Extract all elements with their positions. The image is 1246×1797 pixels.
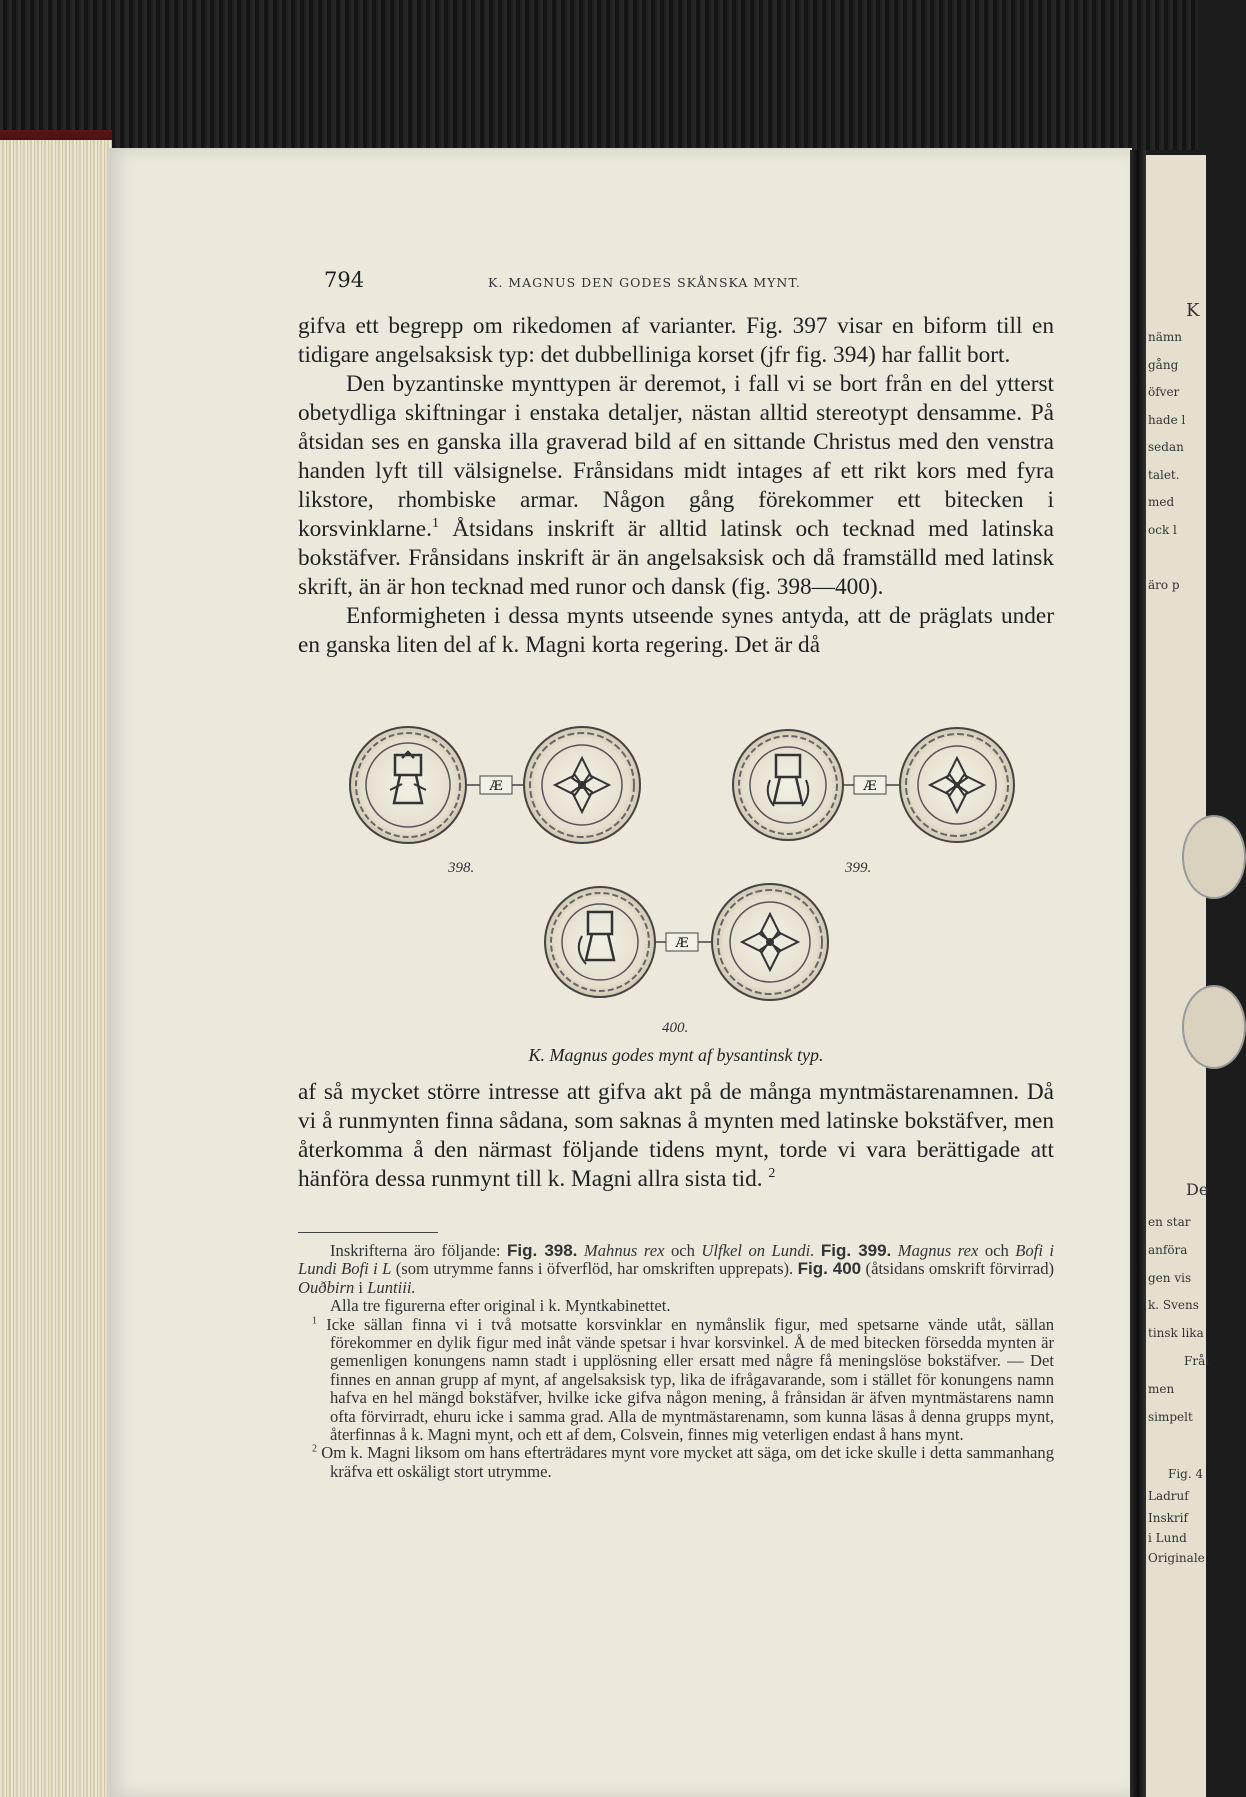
note-text: och: [670, 1241, 695, 1260]
coin-399-reverse: [900, 728, 1014, 842]
paragraph: gifva ett begrepp om rikedomen af varianter. Fig. 397 visar en biform till en tidigare angelsaksisk typ: det dubbelliniga korset (jfr fig. 394) har fallit bort.: [298, 313, 1054, 368]
coin-399-obverse: [733, 730, 843, 840]
edge-word: k. Svens: [1148, 1298, 1199, 1312]
footnote-1: [298, 1316, 1054, 1445]
footnote-text: Icke sällan finna vi i två motsatte korsvinklar en nymånslik figur, med spetsarne vände utåt, sällan förekommer en dylik figur med inåt vände spetsar i hvar korsvinkel. Å de med bitecken försedda mynten är gemenligen konungens namn stadt i upplösning eller ersatt med någre få meningslöse bokstäfver. — Det finnes en annan grupp af mynt, af angelsaksisk typ, lika de ifrågavarande, som i stället för konungens namn hafva en hel mängd bokstäfver, hvilke icke gifva någon mening, å frånsidan är äfven myntmästarens namn ofta förvirradt, ehuru icke i samma grad. Alla de myntmästarenamn, som kunna läsas å denna grupps mynt, återfinnas å k. Magni mynt, och ett af dem, Colsvein, finnes mig veterligen endast å hans mynt.: [326, 1314, 1054, 1445]
metal-mark: Æ: [863, 779, 877, 794]
footnote-2: [298, 1444, 1054, 1481]
edge-word: Fråi: [1184, 1354, 1210, 1368]
note-text: (åtsidans omskrift förvirrad): [865, 1259, 1055, 1279]
footnote-number: 1: [312, 1315, 317, 1327]
coin-398-obverse: [350, 727, 466, 843]
coin-398-reverse: [524, 727, 640, 843]
edge-word: Ladruf: [1148, 1489, 1189, 1503]
page-number: 794: [324, 268, 365, 292]
note-text: (som utrymme fanns i öfverflöd, har omskriften upprepats).: [395, 1259, 794, 1279]
fig-ref: Fig. 399.: [820, 1241, 892, 1260]
paragraph: [298, 1078, 1054, 1194]
edge-word: anföra: [1148, 1243, 1188, 1257]
inscriptions-note: [298, 1242, 1054, 1297]
figure-label: 399.: [845, 860, 872, 876]
paragraph: Enformigheten i dessa mynts utseende synes antyda, att de präglats under en ganska liten del af k. Magni korta regering. Det är då: [298, 603, 1054, 658]
inscription: Bofi i Lundi Bofi i L: [298, 1241, 1055, 1279]
footnotes: [298, 1242, 1054, 1481]
edge-word: Inskrif: [1148, 1511, 1188, 1525]
edge-word: men: [1148, 1382, 1175, 1396]
figure-caption: K. Magnus godes mynt af bysantinsk typ.: [528, 1045, 824, 1065]
page-header: [190, 268, 1058, 298]
coin-figures: [340, 720, 1040, 1036]
paragraph-text: Den byzantinske mynttypen är deremot, i fall vi se bort från en del ytterst obetydliga skiftningar i enstaka detaljer, nästan alltid stereotypt densamme. På åtsidan ses en ganska illa graverad bild af en sittande Christus med den venstra handen lyft till välsignelse. Frånsidans midt intages af ett rikt kors med fyra likstore, rhombiske armar. Någon gång förekommer ett bitecken i korsvinklarne.: [298, 371, 1054, 542]
inscription: Luntiii.: [367, 1277, 416, 1297]
edge-word: öfver: [1148, 385, 1180, 399]
coin-400-reverse: [712, 884, 828, 1000]
paragraph: [298, 370, 1054, 602]
body-text-top: [298, 312, 1054, 660]
edge-word: Fig. 4: [1168, 1467, 1204, 1481]
inscription: Magnus rex: [897, 1241, 979, 1260]
coin-edge: [1182, 815, 1246, 899]
edge-word: De: [1186, 1180, 1209, 1199]
edge-word: nämn: [1148, 330, 1182, 344]
note-text: och: [984, 1241, 1009, 1260]
background-cloth: [0, 0, 1198, 150]
cabinet-note: Alla tre figurerna efter original i k. Myntkabinettet.: [330, 1296, 671, 1316]
metal-mark: Æ: [489, 779, 503, 794]
inscription: Ouðbirn: [298, 1277, 355, 1297]
edge-word: Originale: [1148, 1551, 1205, 1565]
inscription: Mahnus rex: [583, 1241, 665, 1260]
metal-mark: Æ: [675, 936, 689, 951]
running-head: K. MAGNUS DEN GODES SKÅNSKA MYNT.: [488, 275, 801, 290]
footnote-number: 2: [312, 1443, 317, 1455]
edge-word: med: [1148, 495, 1175, 509]
edge-word: simpelt: [1148, 1410, 1193, 1424]
left-page-stack: [0, 140, 112, 1797]
coin-illustration: [340, 720, 1040, 1030]
page-gutter: [1130, 150, 1146, 1797]
note-text: Inskrifterna äro följande:: [330, 1241, 501, 1260]
coin-edge: [1182, 985, 1246, 1069]
footnote-rule: [298, 1232, 438, 1233]
edge-word: gen vis: [1148, 1271, 1192, 1285]
next-page-edge: [1146, 155, 1210, 1797]
figure-label: 400.: [662, 1020, 689, 1036]
edge-word: talet.: [1148, 468, 1180, 482]
paragraph-text: af så mycket större intresse att gifva akt på de många myntmästarenamnen. Då vi å runmynten finna sådana, som saknas å mynten med latinske bokstäfver, men återkomma å den närmast följande tidens mynt, torde vi vara berättigade att hänföra dessa runmynt till k. Magni allra sista tid.: [298, 1079, 1054, 1192]
paragraph-text: Åtsidans inskrift är alltid latinsk och tecknad med latinska bokstäfver. Frånsidans inskrift är än angelsaksisk och då framställd med latinsk skrift, än är hon tecknad med runor och dansk (fig. 398—400).: [298, 516, 1054, 600]
body-text-bottom: [298, 1078, 1054, 1194]
edge-word: en star: [1148, 1215, 1191, 1229]
edge-word: ock l: [1148, 523, 1177, 537]
edge-word: äro p: [1148, 578, 1180, 592]
edge-word: K: [1186, 300, 1200, 321]
edge-word: tinsk lika: [1148, 1326, 1204, 1340]
fig-ref: Fig. 398.: [507, 1241, 578, 1260]
fig-ref: Fig. 400: [797, 1259, 862, 1279]
footnote-mark: 1: [431, 516, 439, 532]
edge-word: i Lund: [1148, 1531, 1187, 1545]
coin-400-obverse: [545, 887, 655, 997]
footnote-mark: 2: [768, 1166, 776, 1182]
edge-word: sedan: [1148, 440, 1184, 454]
edge-word: hade l: [1148, 413, 1186, 427]
note-text: i: [358, 1277, 364, 1297]
edge-word: gång: [1148, 358, 1179, 372]
figure-label: 398.: [448, 860, 475, 876]
footnote-text: Om k. Magni liksom om hans efterträdares mynt vore mycket att säga, om det icke skulle i detta sammanhang kräfva ett oskäligt stort utrymme.: [321, 1443, 1054, 1481]
inscription: Ulfkel on Lundi.: [701, 1241, 815, 1260]
